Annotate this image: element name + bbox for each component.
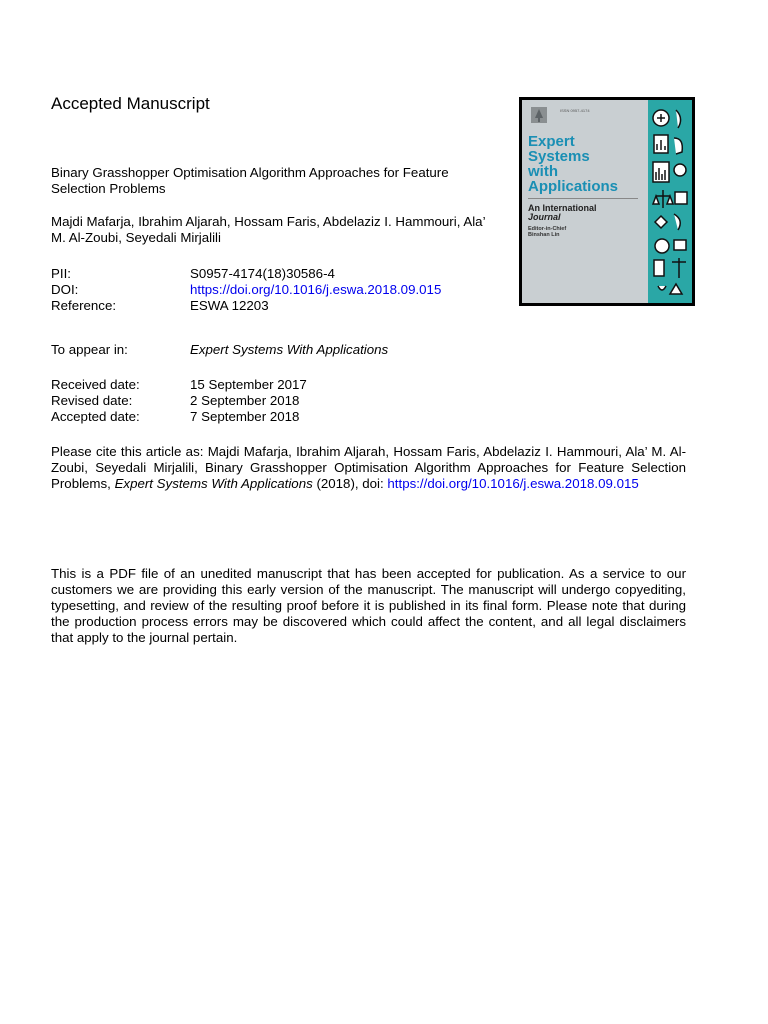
cover-title: [528, 134, 640, 194]
authors: Majdi Mafarja, Ibrahim Aljarah, Hossam Faris, Abdelaziz I. Hammouri, Ala’ M. Al-Zoubi, Seyedali Mirjalili: [51, 214, 486, 245]
accepted-value: 7 September 2018: [190, 409, 300, 424]
pii-value: S0957-4174(18)30586-4: [190, 266, 335, 281]
journal-cover-panel: [522, 100, 692, 303]
cover-title-line: Applications: [528, 178, 619, 195]
cover-icon-strip: [648, 100, 692, 303]
doi-link[interactable]: https://doi.org/10.1016/j.eswa.2018.09.015: [190, 282, 442, 297]
citation-doi-link[interactable]: https://doi.org/10.1016/j.eswa.2018.09.015: [387, 476, 639, 491]
citation-year: (2018), doi:: [312, 476, 388, 491]
cover-pictogram-icons: [648, 100, 692, 303]
cover-editor: [528, 226, 566, 238]
received-value: 15 September 2017: [190, 377, 307, 392]
cover-issn: ISSN 0957-4174: [560, 108, 590, 113]
cover-subtitle: [528, 204, 640, 222]
page-title: Accepted Manuscript: [51, 94, 210, 113]
appear-label: To appear in:: [51, 342, 128, 357]
appear-value: Expert Systems With Applications: [190, 342, 389, 357]
citation-journal: Expert Systems With Applications: [114, 476, 313, 491]
pii-label: PII:: [51, 266, 71, 281]
cover-editor-line: Editor-in-Chief: [528, 226, 567, 232]
cover-divider: [528, 198, 638, 199]
revised-value: 2 September 2018: [190, 393, 300, 408]
revised-label: Revised date:: [51, 393, 133, 408]
cover-title-line: Expert: [528, 133, 575, 150]
doi-label: DOI:: [51, 282, 79, 297]
accepted-label: Accepted date:: [51, 409, 140, 424]
reference-label: Reference:: [51, 298, 117, 313]
cover-subtitle-line: An International: [528, 203, 597, 213]
journal-cover: [519, 97, 695, 306]
article-title: Binary Grasshopper Optimisation Algorithm Approaches for Feature Selection Problems: [51, 165, 449, 196]
disclaimer-paragraph: This is a PDF file of an unedited manuscript that has been accepted for publication. As a service to our customers we are providing this early version of the manuscript. The manuscript will undergo copyediting, typesetting, and review of the resulting proof before it is published in its final form. Please note that during the production process errors may be discovered which could affect the content, and all legal disclaimers that apply to the journal pertain.: [51, 566, 686, 645]
citation-paragraph: [51, 444, 686, 492]
cover-title-line: with: [528, 163, 558, 180]
received-label: Received date:: [51, 377, 140, 392]
publisher-logo-icon: [530, 106, 548, 124]
cover-editor-line: Binshan Lin: [528, 232, 560, 238]
citation-text: Please cite this article as: Majdi Mafarja, Ibrahim Aljarah, Hossam Faris, Abdelaziz I. Hammouri, Ala’ M. Al-Zoubi, Seyedali Mirjalili, Binary Grasshopper Optimisation Algorithm Approaches for Feature Selection Problems,: [51, 444, 686, 491]
cover-subtitle-line: Journal: [528, 212, 561, 222]
reference-value: ESWA 12203: [190, 298, 269, 313]
cover-title-line: Systems: [528, 148, 590, 165]
